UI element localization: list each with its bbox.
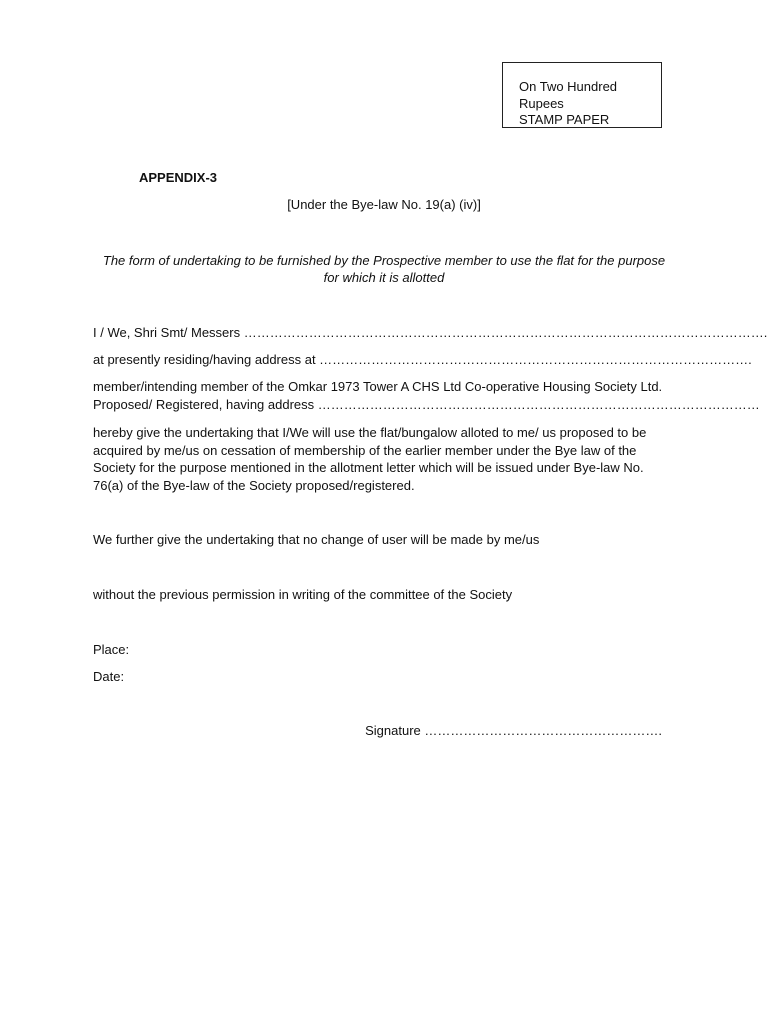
stamp-line-2: Rupees <box>519 95 564 111</box>
permission-clause: without the previous permission in writing of the committee of the Society <box>93 587 513 602</box>
registered-address-line: Proposed/ Registered, having address ………………………………………………………………………………………… <box>93 397 760 412</box>
signature-line: Signature ………………………………………………. <box>365 723 662 738</box>
appendix-heading: APPENDIX-3 <box>139 170 218 185</box>
address-line: at presently residing/having address at ………………………………………………………………………………………. <box>93 352 752 367</box>
undertaking-paragraph: hereby give the undertaking that I/We will use the flat/bungalow alloted to me/ us proposed to be acquired by me/us on cessation of membership of the earlier member under the Bye law of the Society for the purpose mentioned in the allotment letter which will be issued under Bye-law No. 76(a) of the Bye-law of the Society proposed/registered. <box>93 425 647 493</box>
member-line: member/intending member of the Omkar 1973 Tower A CHS Ltd Co-operative Housing Society Ltd. <box>93 379 663 394</box>
date-field: Date: <box>93 669 125 684</box>
stamp-paper-box <box>502 62 662 128</box>
form-title: The form of undertaking to be furnished by the Prospective member to use the flat for the purpose for which it is allotted <box>102 253 666 285</box>
stamp-line-1: On Two Hundred <box>519 79 618 94</box>
stamp-line-3: STAMP PAPER <box>519 112 610 127</box>
name-line: I / We, Shri Smt/ Messers …………………………………………………………………………………………………………. <box>93 325 768 340</box>
further-undertaking: We further give the undertaking that no change of user will be made by me/us <box>93 532 540 547</box>
place-field: Place: <box>93 642 130 657</box>
byelaw-reference: [Under the Bye-law No. 19(a) (iv)] <box>287 197 481 212</box>
